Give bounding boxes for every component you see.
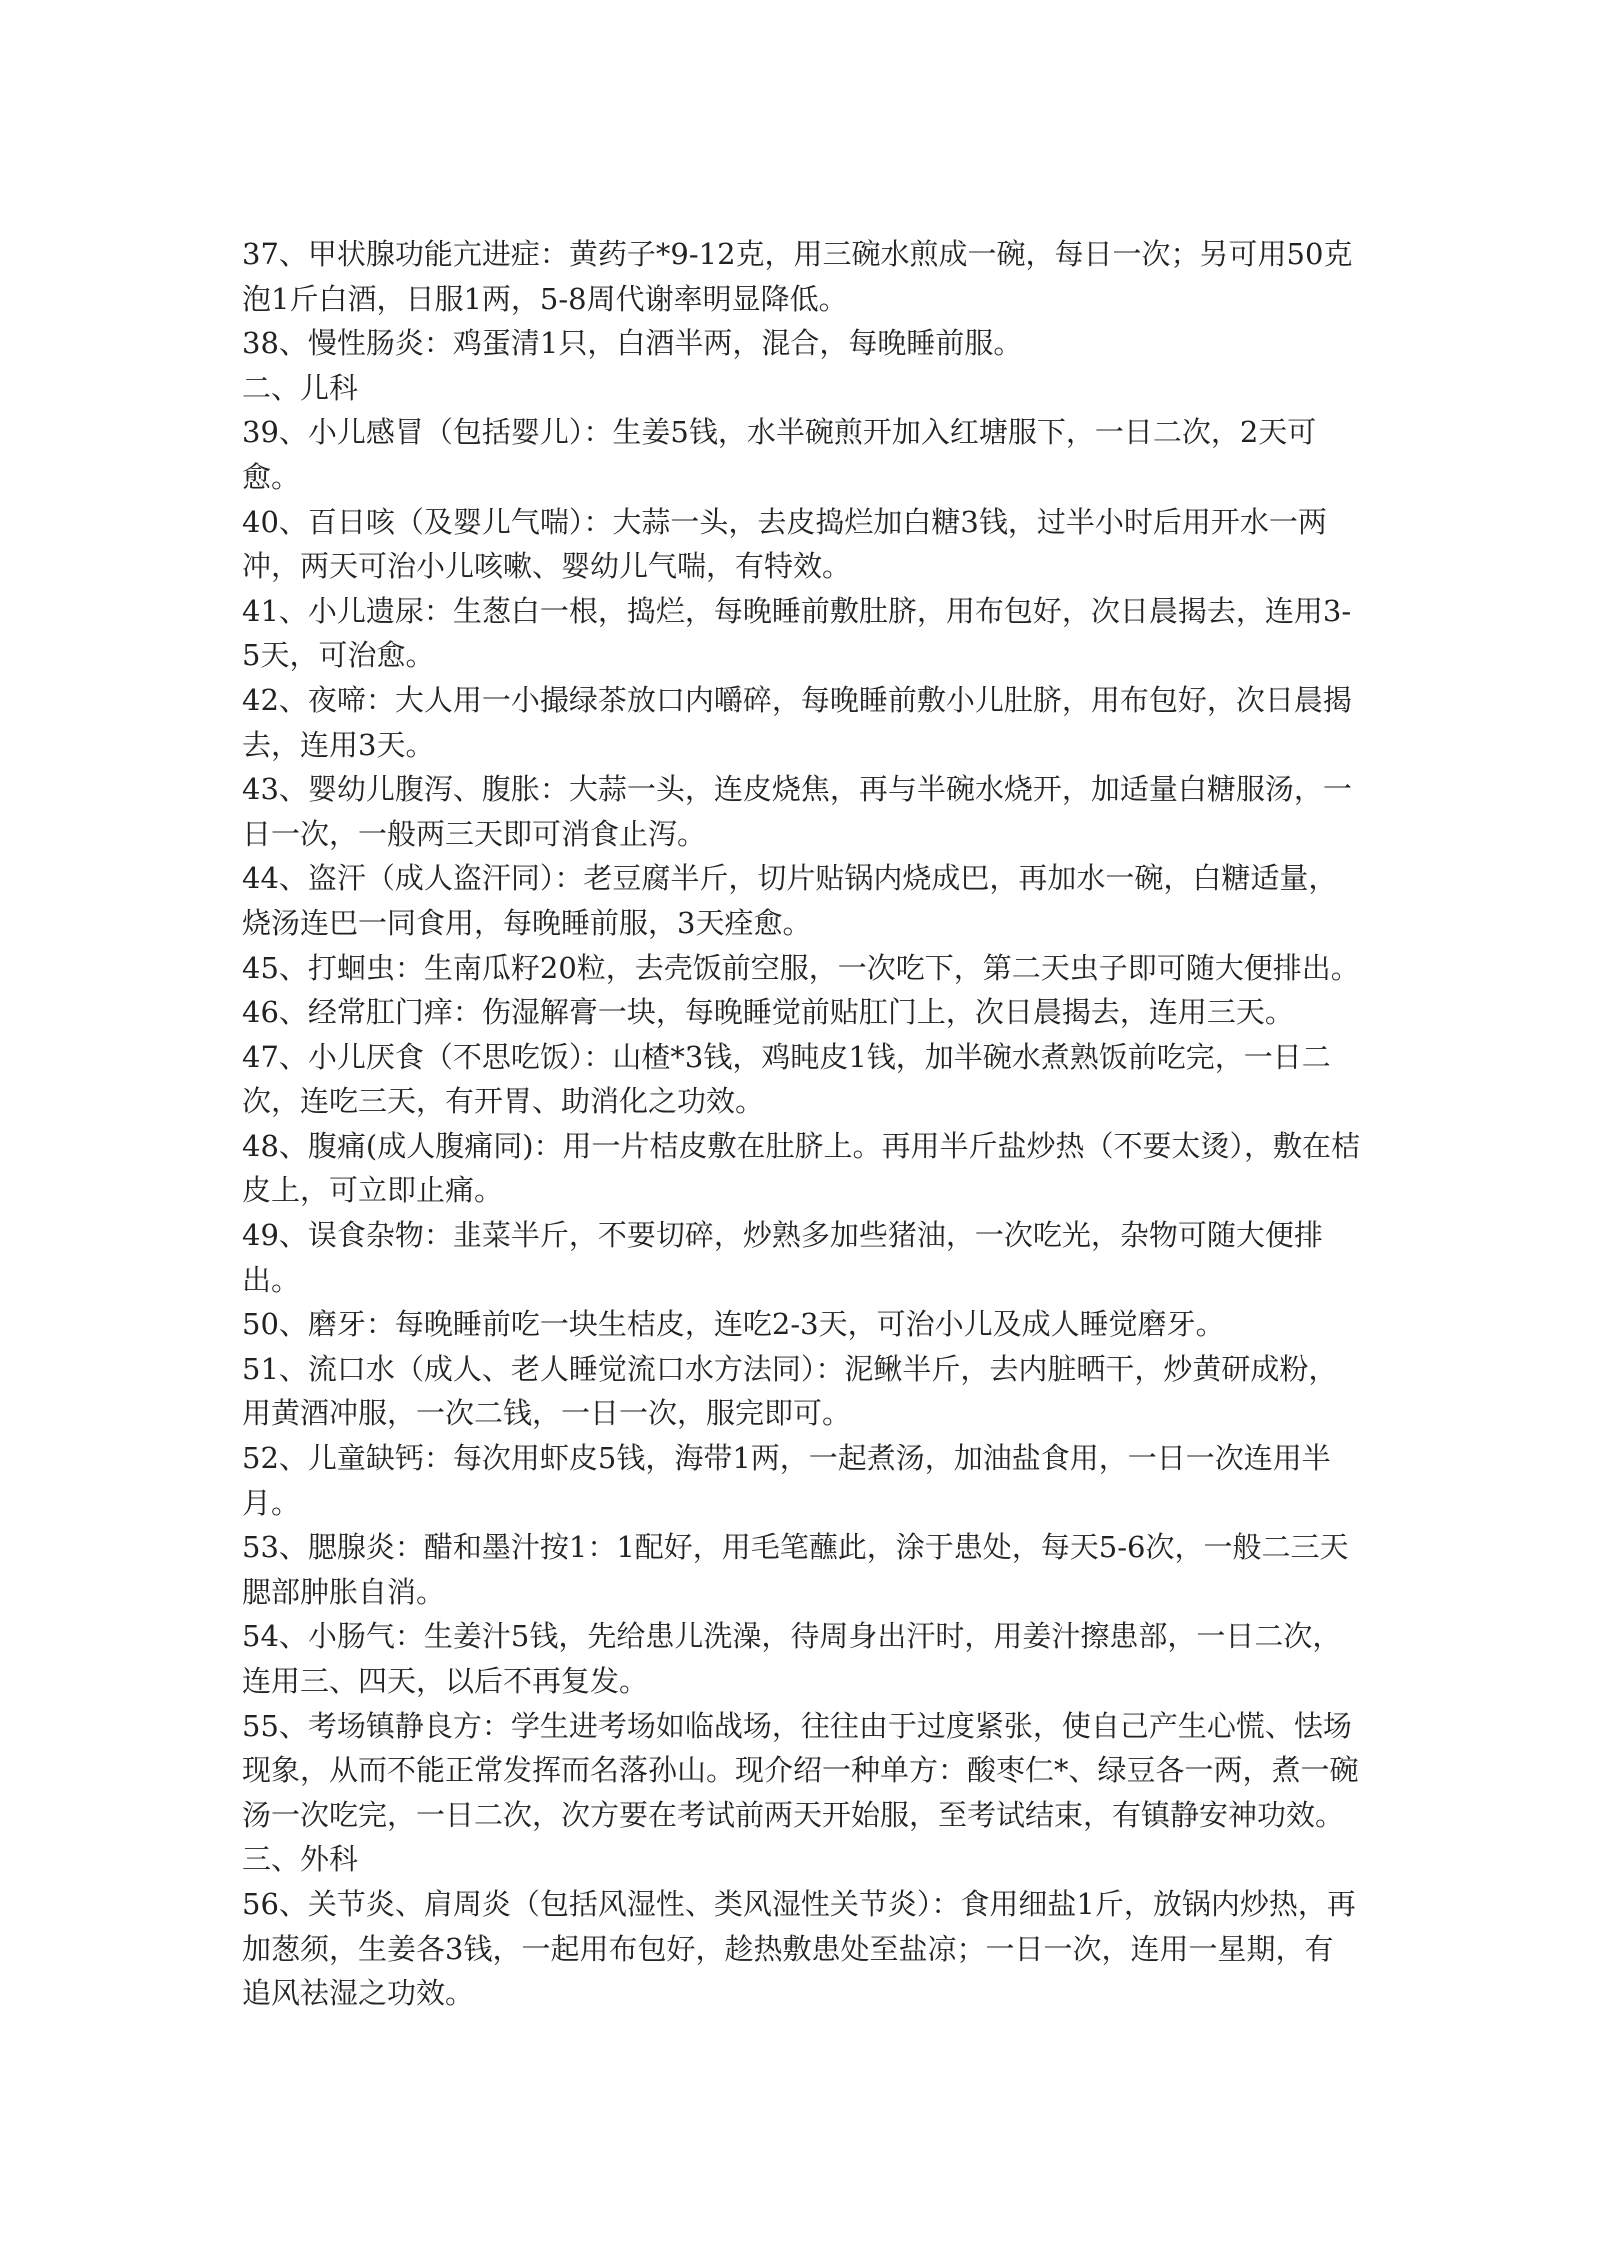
remedy-entry-43: 43、婴幼儿腹泻、腹胀：大蒜一头，连皮烧焦，再与半碗水烧开，加适量白糖服汤，一日一次，一般两三天即可消食止泻。 — [242, 772, 1352, 851]
document-body — [242, 232, 1362, 2016]
remedy-entry-48: 48、腹痛(成人腹痛同)：用一片桔皮敷在肚脐上。再用半斤盐炒热（不要太烫），敷在桔皮上，可立即止痛。 — [242, 1128, 1361, 1208]
remedy-entry-56: 56、关节炎、肩周炎（包括风湿性、类风湿性关节炎）：食用细盐1斤，放锅内炒热，再加葱须，生姜各3钱，一起用布包好，趁热敷患处至盐凉；一日一次，连用一星期，有追风祛湿之功效。 — [242, 1886, 1356, 2011]
remedy-entry-44: 44、盗汗（成人盗汗同）：老豆腐半斤，切片贴锅内烧成巴，再加水一碗，白糖适量，烧汤连巴一同食用，每晚睡前服，3天痊愈。 — [242, 861, 1338, 940]
remedy-entry-49: 49、误食杂物：韭菜半斤，不要切碎，炒熟多加些猪油，一次吃光，杂物可随大便排出。 — [242, 1218, 1323, 1297]
remedy-entry-45: 45、打蛔虫：生南瓜籽20粒，去壳饭前空服，一次吃下，第二天虫子即可随大便排出。 — [242, 950, 1360, 985]
remedy-entry-39: 39、小儿感冒（包括婴儿）：生姜5钱，水半碗煎开加入红塘服下，一日二次，2天可愈。 — [242, 415, 1317, 494]
remedy-entry-37: 37、甲状腺功能亢进症：黄药子*9-12克，用三碗水煎成一碗，每日一次；另可用50克泡1斤白酒，日服1两，5-8周代谢率明显降低。 — [242, 237, 1353, 316]
remedy-entry-55: 55、考场镇静良方：学生进考场如临战场，往往由于过度紧张，使自己产生心慌、怯场现象，从而不能正常发挥而名落孙山。现介绍一种单方：酸枣仁*、绿豆各一两，煮一碗汤一次吃完，一日二次，次方要在考试前两天开始服，至考试结束，有镇静安神功效。 — [242, 1708, 1359, 1832]
remedy-entry-54: 54、小肠气：生姜汁5钱，先给患儿洗澡，待周身出汗时，用姜汁擦患部，一日二次，连用三、四天，以后不再复发。 — [242, 1619, 1342, 1698]
remedy-entry-52: 52、儿童缺钙：每次用虾皮5钱，海带1两，一起煮汤，加油盐食用，一日一次连用半月。 — [242, 1441, 1331, 1520]
remedy-entry-51: 51、流口水（成人、老人睡觉流口水方法同）：泥鳅半斤，去内脏晒干，炒黄研成粉，用黄酒冲服，一次二钱，一日一次，服完即可。 — [242, 1351, 1338, 1431]
remedy-entry-40: 40、百日咳（及婴儿气喘）：大蒜一头，去皮捣烂加白糖3钱，过半小时后用开水一两冲，两天可治小儿咳嗽、婴幼儿气喘，有特效。 — [242, 504, 1327, 584]
remedy-entry-38: 38、慢性肠炎：鸡蛋清1只，白酒半两，混合，每晚睡前服。 — [242, 326, 1023, 361]
section-heading-surgery: 三、外科 — [242, 1842, 359, 1877]
remedy-entry-41: 41、小儿遗尿：生葱白一根，捣烂，每晚睡前敷肚脐，用布包好，次日晨揭去，连用3-5天，可治愈。 — [242, 593, 1352, 673]
remedy-entry-50: 50、磨牙：每晚睡前吃一块生桔皮，连吃2-3天，可治小儿及成人睡觉磨牙。 — [242, 1307, 1225, 1342]
remedy-entry-46: 46、经常肛门痒：伤湿解膏一块，每晚睡觉前贴肛门上，次日晨揭去，连用三天。 — [242, 995, 1294, 1030]
remedy-entry-47: 47、小儿厌食（不思吃饭）：山楂*3钱，鸡盹皮1钱，加半碗水煮熟饭前吃完，一日二次，连吃三天，有开胃、助消化之功效。 — [242, 1039, 1331, 1119]
remedy-entry-53: 53、腮腺炎：醋和墨汁按1：1配好，用毛笔蘸此，涂于患处，每天5-6次，一般二三天腮部肿胀自消。 — [242, 1530, 1349, 1609]
section-heading-pediatrics: 二、儿科 — [242, 370, 359, 405]
remedy-entry-42: 42、夜啼：大人用一小撮绿茶放口内嚼碎，每晚睡前敷小儿肚脐，用布包好，次日晨揭去，连用3天。 — [242, 682, 1352, 762]
